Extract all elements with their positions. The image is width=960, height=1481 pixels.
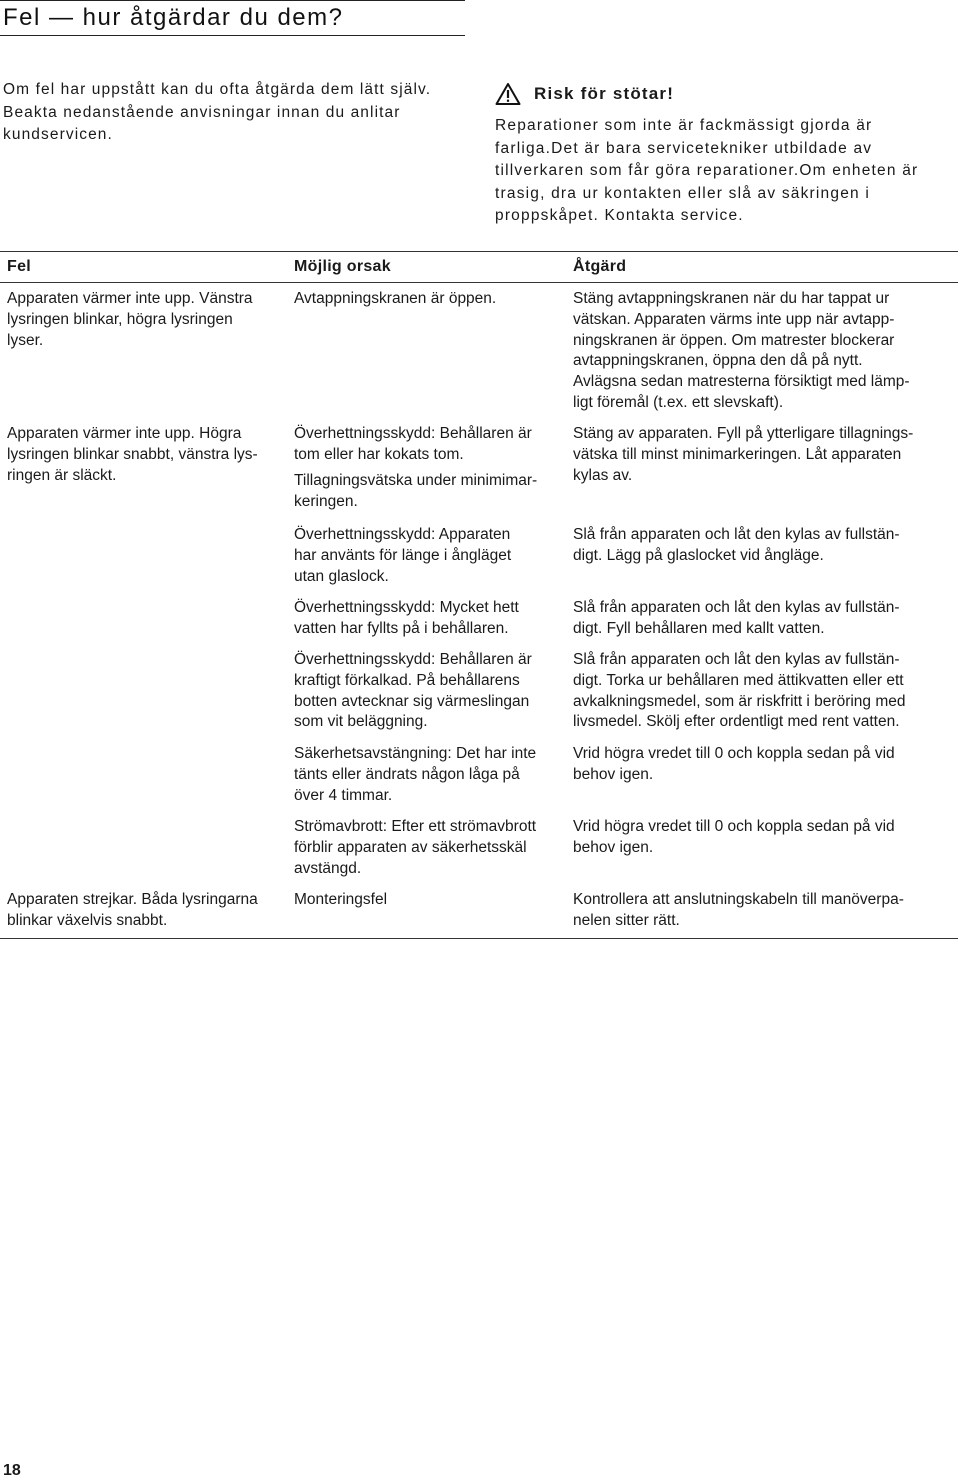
warning-line: proppskåpet. Kontakta service. bbox=[495, 207, 744, 224]
cell-line: ningskranen är öppen. Om matrester blockerar bbox=[573, 331, 895, 349]
cell-line: Slå från apparaten och låt den kylas av fullstän- bbox=[573, 599, 900, 616]
cause-cell bbox=[294, 471, 564, 513]
page-title: Fel — hur åtgärdar du dem? bbox=[3, 4, 344, 31]
cell-line: livsmedel. Skölj efter ordentligt med rent vatten. bbox=[573, 713, 900, 731]
cell-line: Överhettningsskydd: Behållaren är bbox=[294, 425, 532, 442]
cell-line: Vrid högra vredet till 0 och koppla sedan på vid bbox=[573, 745, 895, 762]
remedy-cell bbox=[573, 890, 948, 932]
warning-title: Risk för stötar! bbox=[534, 84, 675, 103]
cell-line: Vrid högra vredet till 0 och koppla sedan på vid bbox=[573, 818, 895, 835]
warning-line: Reparationer som inte är fackmässigt gjorda är bbox=[495, 117, 873, 134]
intro-line: Om fel har uppstått kan du ofta åtgärda dem lätt själv. bbox=[3, 81, 432, 98]
cell-line: Avlägsna sedan matresterna försiktigt med lämp- bbox=[573, 373, 910, 391]
cause-cell bbox=[294, 890, 564, 911]
cell-line: tänts eller ändrats någon låga på bbox=[294, 765, 520, 783]
warning-triangle-icon bbox=[495, 82, 521, 106]
cell-line: Apparaten värmer inte upp. Högra bbox=[7, 425, 242, 442]
cell-line: avtappningskranen, öppna den då på nytt. bbox=[573, 352, 863, 370]
cell-line: Avtappningskranen är öppen. bbox=[294, 290, 497, 307]
cell-line: ringen är släckt. bbox=[7, 466, 117, 484]
cell-line: kylas av. bbox=[573, 466, 633, 484]
cell-line: Säkerhetsavstängning: Det har inte bbox=[294, 745, 537, 762]
warning-line: trasig, dra ur kontakten eller slå av säkringen i bbox=[495, 184, 870, 202]
table-rule-bottom bbox=[0, 938, 958, 939]
intro-line: Beakta nedanstående anvisningar innan du anlitar bbox=[3, 103, 401, 121]
cell-line: Överhettningsskydd: Behållaren är bbox=[294, 651, 532, 668]
remedy-cell bbox=[573, 424, 948, 486]
fault-cell bbox=[7, 890, 282, 932]
warning-box bbox=[495, 82, 955, 228]
remedy-cell bbox=[573, 525, 948, 567]
fault-cell bbox=[7, 289, 282, 351]
cell-line: Kontrollera att anslutningskabeln till manöverpa- bbox=[573, 891, 904, 908]
cell-line: utan glaslock. bbox=[294, 567, 389, 585]
cell-line: digt. Torka ur behållaren med ättikvatten eller ett bbox=[573, 671, 904, 689]
cell-line: Apparaten strejkar. Båda lysringarna bbox=[7, 891, 258, 908]
cell-line: vätskan. Apparaten värms inte upp när avtapp- bbox=[573, 310, 895, 328]
cell-line: Överhettningsskydd: Apparaten bbox=[294, 526, 511, 543]
remedy-cell bbox=[573, 650, 948, 733]
cell-line: ligt föremål (t.ex. ett slevskaft). bbox=[573, 393, 784, 411]
cause-cell bbox=[294, 598, 564, 640]
intro-text bbox=[3, 79, 463, 147]
cell-line: vatten har fyllts på i behållaren. bbox=[294, 619, 509, 637]
cell-line: digt. Fyll behållaren med kallt vatten. bbox=[573, 619, 825, 637]
table-header bbox=[0, 252, 958, 282]
cause-cell bbox=[294, 650, 564, 733]
cell-line: har använts för länge i ångläget bbox=[294, 546, 512, 564]
title-rule-bottom bbox=[0, 35, 465, 36]
cell-line: tom eller har kokats tom. bbox=[294, 445, 464, 463]
cause-cell bbox=[294, 289, 564, 310]
cell-line: Stäng av apparaten. Fyll på ytterligare tillagnings- bbox=[573, 425, 914, 442]
cell-line: Stäng avtappningskranen när du har tappat ur bbox=[573, 290, 890, 307]
cell-line: digt. Lägg på glaslocket vid ångläge. bbox=[573, 546, 824, 564]
cell-line: vätska till minst minimarkeringen. Låt apparaten bbox=[573, 445, 902, 463]
title-rule-top bbox=[0, 0, 465, 1]
cell-line: lyser. bbox=[7, 331, 44, 349]
remedy-cell bbox=[573, 598, 948, 640]
remedy-cell bbox=[573, 289, 948, 414]
cause-cell bbox=[294, 744, 564, 806]
warning-line: farliga.Det är bara servicetekniker utbildade av bbox=[495, 139, 873, 157]
cell-line: blinkar växelvis snabbt. bbox=[7, 911, 168, 929]
cell-line: som vit beläggning. bbox=[294, 713, 428, 731]
cell-line: behov igen. bbox=[573, 838, 654, 856]
cell-line: botten avtecknar sig värmeslingan bbox=[294, 692, 530, 710]
cell-line: Slå från apparaten och låt den kylas av fullstän- bbox=[573, 651, 900, 668]
table-rule-header bbox=[0, 282, 958, 283]
cell-line: nelen sitter rätt. bbox=[573, 911, 680, 929]
troubleshooting-table bbox=[0, 251, 958, 283]
cell-line: Strömavbrott: Efter ett strömavbrott bbox=[294, 818, 537, 835]
cell-line: avstängd. bbox=[294, 859, 362, 877]
warning-line: tillverkaren som får göra reparationer.Om enheten är bbox=[495, 162, 919, 179]
cell-line: behov igen. bbox=[573, 765, 654, 783]
cause-cell bbox=[294, 424, 564, 466]
fault-cell bbox=[7, 424, 282, 486]
remedy-cell bbox=[573, 744, 948, 786]
cause-cell bbox=[294, 525, 564, 587]
remedy-cell bbox=[573, 817, 948, 859]
warning-body bbox=[495, 115, 955, 228]
cell-line: över 4 timmar. bbox=[294, 786, 393, 804]
intro-line: kundservicen. bbox=[3, 126, 113, 143]
cell-line: lysringen blinkar snabbt, vänstra lys- bbox=[7, 445, 258, 463]
cell-line: Tillagningsvätska under minimimar- bbox=[294, 472, 538, 489]
header-fault: Fel bbox=[7, 258, 32, 275]
cause-cell bbox=[294, 817, 564, 879]
cell-line: avkalkningsmedel, som är riskfritt i beröring med bbox=[573, 692, 906, 710]
cell-line: lysringen blinkar, högra lysringen bbox=[7, 310, 233, 328]
cell-line: förblir apparaten av säkerhetsskäl bbox=[294, 838, 527, 856]
cell-line: Apparaten värmer inte upp. Vänstra bbox=[7, 290, 253, 307]
warning-heading bbox=[495, 82, 955, 106]
cell-line: Överhettningsskydd: Mycket hett bbox=[294, 599, 519, 616]
cell-line: Monteringsfel bbox=[294, 891, 388, 908]
header-remedy: Åtgärd bbox=[573, 258, 627, 275]
cell-line: kraftigt förkalkad. På behållarens bbox=[294, 671, 520, 689]
header-cause: Möjlig orsak bbox=[294, 258, 391, 275]
cell-line: keringen. bbox=[294, 492, 358, 510]
page-number: 18 bbox=[3, 1462, 21, 1479]
cell-line: Slå från apparaten och låt den kylas av fullstän- bbox=[573, 526, 900, 543]
